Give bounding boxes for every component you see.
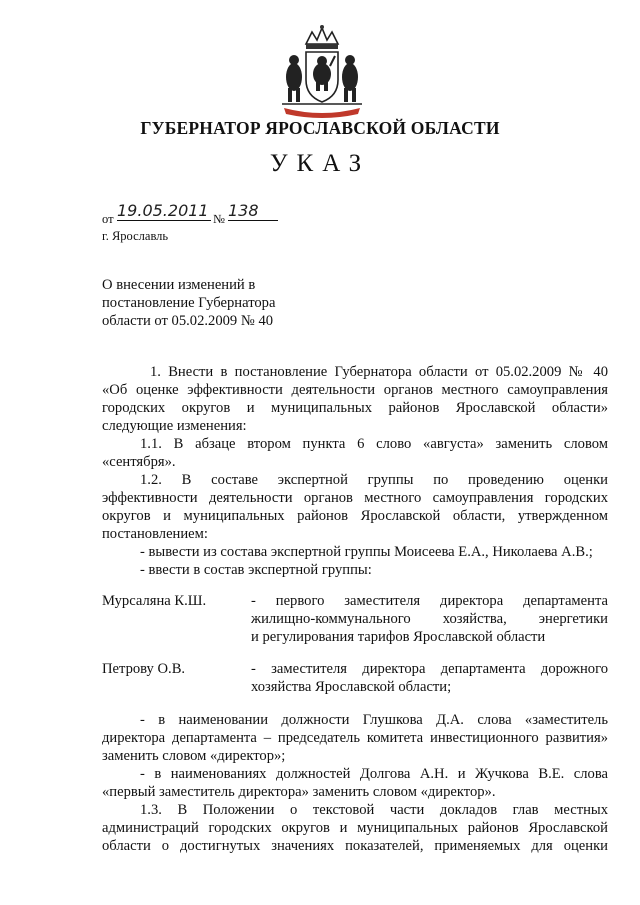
b4-line-2: «первый заместитель директора» заменить словом «директор».	[102, 784, 496, 800]
person-1-title-line-1: - первого заместителя директора департамента	[251, 593, 608, 609]
p12-line-3: округов и муниципальных районов Ярославской области, утвержденном	[102, 508, 608, 524]
p1-line-4: следующие изменения:	[102, 418, 247, 434]
person-2-name: Петрову О.В.	[102, 661, 186, 677]
bullet-remove: - вывести из состава экспертной группы Моисеева Е.А., Николаева А.В.;	[140, 544, 593, 560]
b3-line-3: заменить словом «директор»;	[102, 748, 286, 764]
p12-line-1: 1.2. В составе экспертной группы по проведению оценки	[140, 472, 608, 488]
p12-line-4: постановлением:	[102, 526, 208, 542]
p1-line-1: 1. Внести в постановление Губернатора области от 05.02.2009 № 40	[150, 364, 608, 380]
person-1-title-line-2: жилищно-коммунального хозяйства, энергетики	[251, 611, 608, 627]
number-value: 138	[228, 201, 278, 221]
subject-line-2: постановление Губернатора	[102, 295, 276, 311]
person-1-title-line-3: и регулирования тарифов Ярославской области	[251, 629, 546, 645]
issuer-title: ГУБЕРНАТОР ЯРОСЛАВСКОЙ ОБЛАСТИ	[140, 118, 500, 138]
p11-line-2: «сентября».	[102, 454, 176, 470]
p12-line-2: эффективности деятельности органов местного самоуправления городских	[102, 490, 608, 506]
person-2-title-line-1: - заместителя директора департамента дорожного	[251, 661, 608, 677]
subject-line-3: области от 05.02.2009 № 40	[102, 313, 274, 329]
b4-line-1: - в наименованиях должностей Долгова А.Н. и Жучкова В.Е. слова	[140, 766, 608, 782]
b3-line-2: директора департамента – председатель комитета инвестиционного развития»	[102, 730, 608, 746]
city: г. Ярославль	[102, 229, 169, 243]
document-type: УКАЗ	[269, 150, 371, 177]
p13-line-1: 1.3. В Положении о текстовой части докладов глав местных	[140, 802, 608, 818]
subject-line-1: О внесении изменений в	[102, 277, 256, 293]
p13-line-2: администраций городских округов и муниципальных районов Ярославской	[102, 820, 608, 836]
p13-line-3: области о достигнутых значениях показателей, применяемых для оценки	[102, 838, 608, 854]
b3-line-1: - в наименовании должности Глушкова Д.А. слова «заместитель	[140, 712, 608, 728]
person-2-title-line-2: хозяйства Ярославской области;	[251, 679, 452, 695]
person-1-name: Мурсаляна К.Ш.	[102, 593, 207, 609]
coat-of-arms-icon	[272, 22, 372, 122]
number-prefix: №	[213, 212, 225, 226]
p11-line-1: 1.1. В абзаце втором пункта 6 слово «августа» заменить словом	[140, 436, 608, 452]
p1-line-3: городских округов и муниципальных районов Ярославской области»	[102, 400, 608, 416]
p1-line-2: «Об оценке эффективности деятельности органов местного самоуправления	[102, 382, 608, 398]
date-value: 19.05.2011	[117, 201, 211, 221]
date-prefix: от	[102, 212, 114, 226]
bullet-add: - ввести в состав экспертной группы:	[140, 562, 372, 578]
